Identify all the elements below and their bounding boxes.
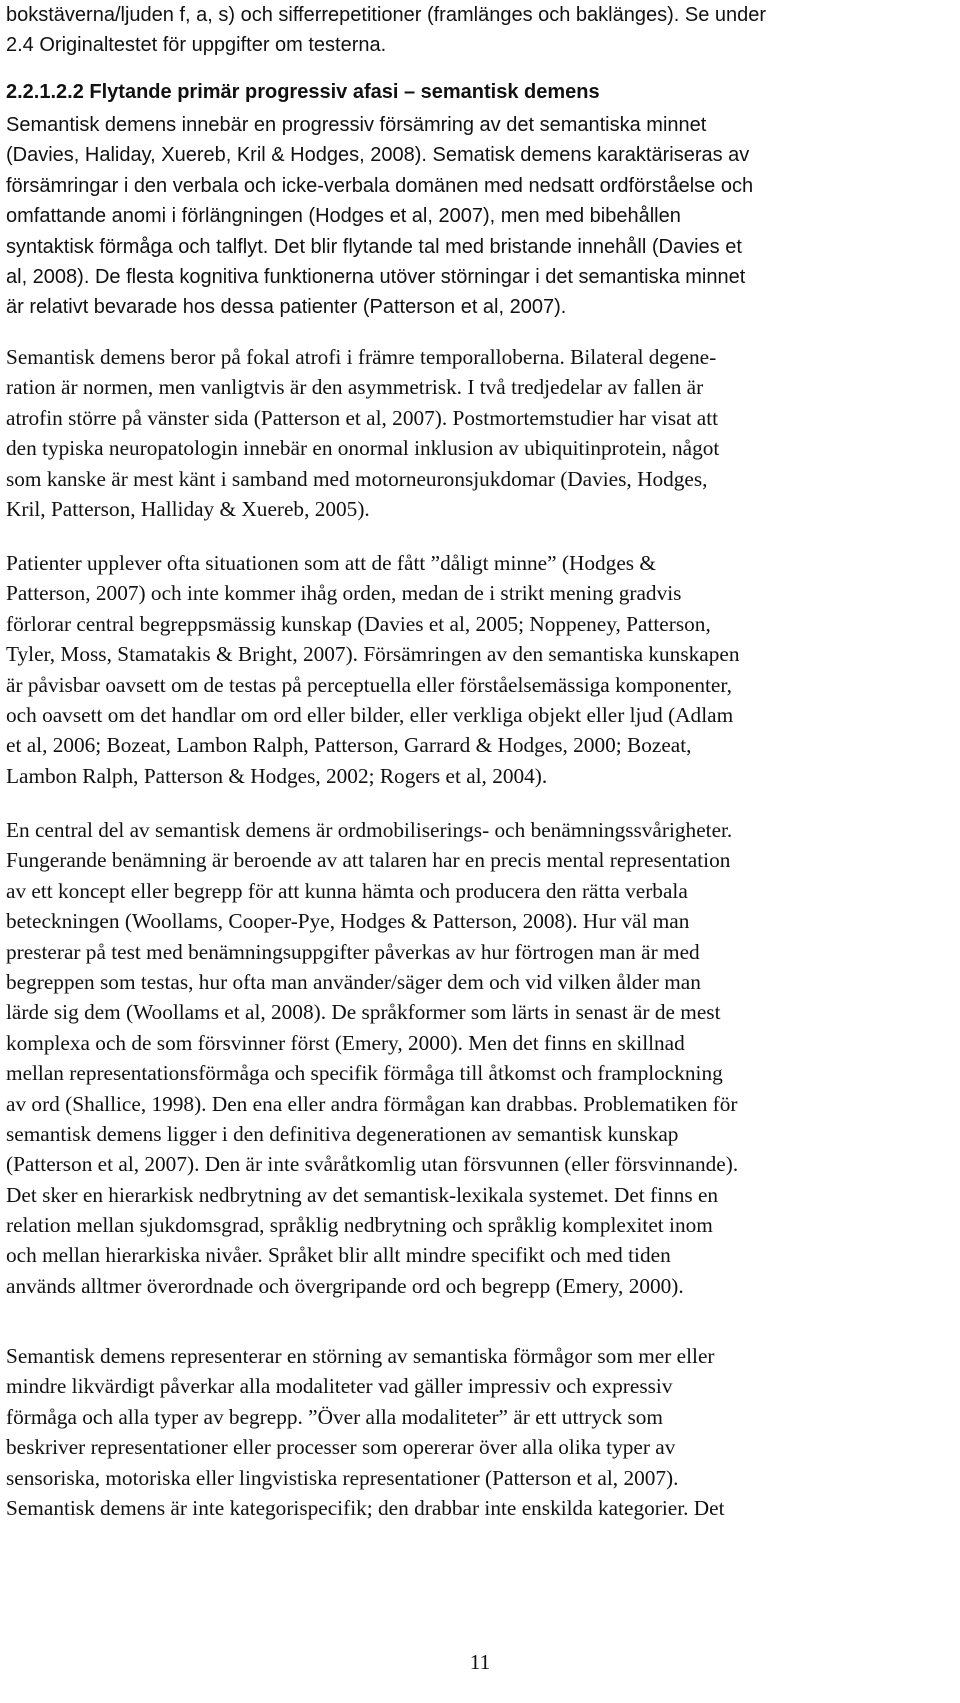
text-line: atrofin större på vänster sida (Patterson et al, 2007). Postmortemstudier har visat att (6, 405, 719, 430)
text-line: komplexa och de som försvinner först (Emery, 2000). Men det finns en skillnad (6, 1030, 685, 1055)
text-line: Lambon Ralph, Patterson & Hodges, 2002; Rogers et al, 2004). (6, 763, 548, 788)
paragraph-1 (6, 110, 753, 323)
text-line: och oavsett om det handlar om ord eller bilder, eller verkliga objekt eller ljud (Adlam (6, 702, 734, 727)
text-line: mindre likvärdigt påverkar alla modaliteter vad gäller impressiv och expressiv (6, 1374, 673, 1399)
text-line: Patienter upplever ofta situationen som att de fått ”dåligt minne” (Hodges & (6, 551, 656, 575)
text-line: begreppen som testas, hur ofta man använder/säger dem och vid vilken ålder man (6, 969, 701, 994)
text-line: (Davies, Haliday, Xuereb, Kril & Hodges, 2008). Sematisk demens karaktäriseras av (6, 144, 750, 167)
section-heading: 2.2.1.2.2 Flytande primär progressiv afasi – semantisk demens (6, 81, 600, 103)
text-line: är påvisbar oavsett om de testas på perceptuella eller förståelsemässiga komponenter, (6, 672, 732, 697)
text-line: ration är normen, men vanligtvis är den asymmetrisk. I två tredjedelar av fallen är (6, 375, 704, 400)
text-line: presterar på test med benämningsuppgifter påverkas av hur förtrogen man är med (6, 939, 700, 964)
text-line: relation mellan sjukdomsgrad, språklig nedbrytning och språklig komplexitet inom (6, 1213, 713, 1238)
text-line: Fungerande benämning är beroende av att talaren har en precis mental representation (6, 848, 731, 873)
text-line: Kril, Patterson, Halliday & Xuereb, 2005). (6, 496, 370, 521)
text-line: syntaktisk förmåga och talflyt. Det blir flytande tal med bristande innehåll (Davies et (6, 235, 742, 258)
page-number: 11 (469, 1650, 491, 1674)
text-line: Patterson, 2007) och inte kommer ihåg orden, medan de i strikt mening gradvis (6, 581, 682, 606)
text-line: av ett koncept eller begrepp för att kunna hämta och producera den rätta verbala (6, 878, 688, 903)
text-line: sensoriska, motoriska eller lingvistiska representationer (Patterson et al, 2007). (6, 1465, 679, 1490)
text-line: är relativt bevarade hos dessa patienter (Patterson et al, 2007). (6, 296, 567, 319)
text-line: al, 2008). De flesta kognitiva funktionerna utöver störningar i det semantiska minnet (6, 265, 746, 288)
text-line: Det sker en hierarkisk nedbrytning av det semantisk-lexikala systemet. Det finns en (6, 1182, 719, 1207)
text-line: Semantisk demens innebär en progressiv försämring av det semantiska minnet (6, 114, 707, 136)
intro-text (6, 0, 766, 61)
section-heading-wrap (6, 77, 600, 107)
text-line: Semantisk demens beror på fokal atrofi i främre temporalloberna. Bilateral degene- (6, 345, 717, 369)
text-line: Semantisk demens är inte kategorispecifik; den drabbar inte enskilda kategorier. Det (6, 1495, 725, 1520)
paragraph-3 (6, 548, 739, 791)
text-line: försämringar i den verbala och icke-verbala domänen med nedsatt ordförståelse och (6, 174, 754, 197)
paragraph-2 (6, 342, 719, 524)
text-line: (Patterson et al, 2007). Den är inte svåråtkomlig utan försvunnen (eller försvinnande). (6, 1152, 739, 1177)
text-line: lärde sig dem (Woollams et al, 2008). De språkformer som lärts in senast är de mest (6, 1000, 721, 1025)
text-line: semantisk demens ligger i den definitiva degenerationen av semantisk kunskap (6, 1121, 679, 1146)
text-line: omfattande anomi i förlängningen (Hodges et al, 2007), men med bibehållen (6, 205, 681, 228)
text-line: Tyler, Moss, Stamatakis & Bright, 2007). Försämringen av den semantiska kunskapen (6, 642, 740, 667)
text-line: Semantisk demens representerar en störning av semantiska förmågor som mer eller (6, 1344, 715, 1368)
text-line: förlorar central begreppsmässig kunskap (Davies et al, 2005; Noppeney, Patterson, (6, 611, 711, 636)
text-line: den typiska neuropatologin innebär en onormal inklusion av ubiquitinprotein, något (6, 436, 720, 461)
text-line: En central del av semantisk demens är ordmobiliserings- och benämningssvårigheter. (6, 818, 733, 842)
paragraph-4 (6, 815, 738, 1301)
text-line: beskriver representationer eller processer som opererar över alla olika typer av (6, 1435, 676, 1460)
paragraph-5 (6, 1341, 725, 1523)
text-line: förmåga och alla typer av begrepp. ”Över alla modaliteter” är ett uttryck som (6, 1404, 663, 1429)
text-line: och mellan hierarkiska nivåer. Språket blir allt mindre specifikt och med tiden (6, 1243, 671, 1268)
text-line: av ord (Shallice, 1998). Den ena eller andra förmågan kan drabbas. Problematiken för (6, 1091, 738, 1116)
text-line: används alltmer överordnade och övergripande ord och begrepp (Emery, 2000). (6, 1273, 684, 1298)
text-line: beteckningen (Woollams, Cooper-Pye, Hodges & Patterson, 2008). Hur väl man (6, 909, 690, 934)
text-line: bokstäverna/ljuden f, a, s) och sifferrepetitioner (framlänges och baklänges). Se under (6, 4, 767, 26)
text-line: mellan representationsförmåga och specifik förmåga till åtkomst och framplockning (6, 1061, 723, 1086)
text-line: et al, 2006; Bozeat, Lambon Ralph, Patterson, Garrard & Hodges, 2000; Bozeat, (6, 733, 692, 758)
text-line: som kanske är mest känt i samband med motorneuronsjukdomar (Davies, Hodges, (6, 466, 708, 491)
text-line: 2.4 Originaltestet för uppgifter om testerna. (6, 34, 387, 57)
